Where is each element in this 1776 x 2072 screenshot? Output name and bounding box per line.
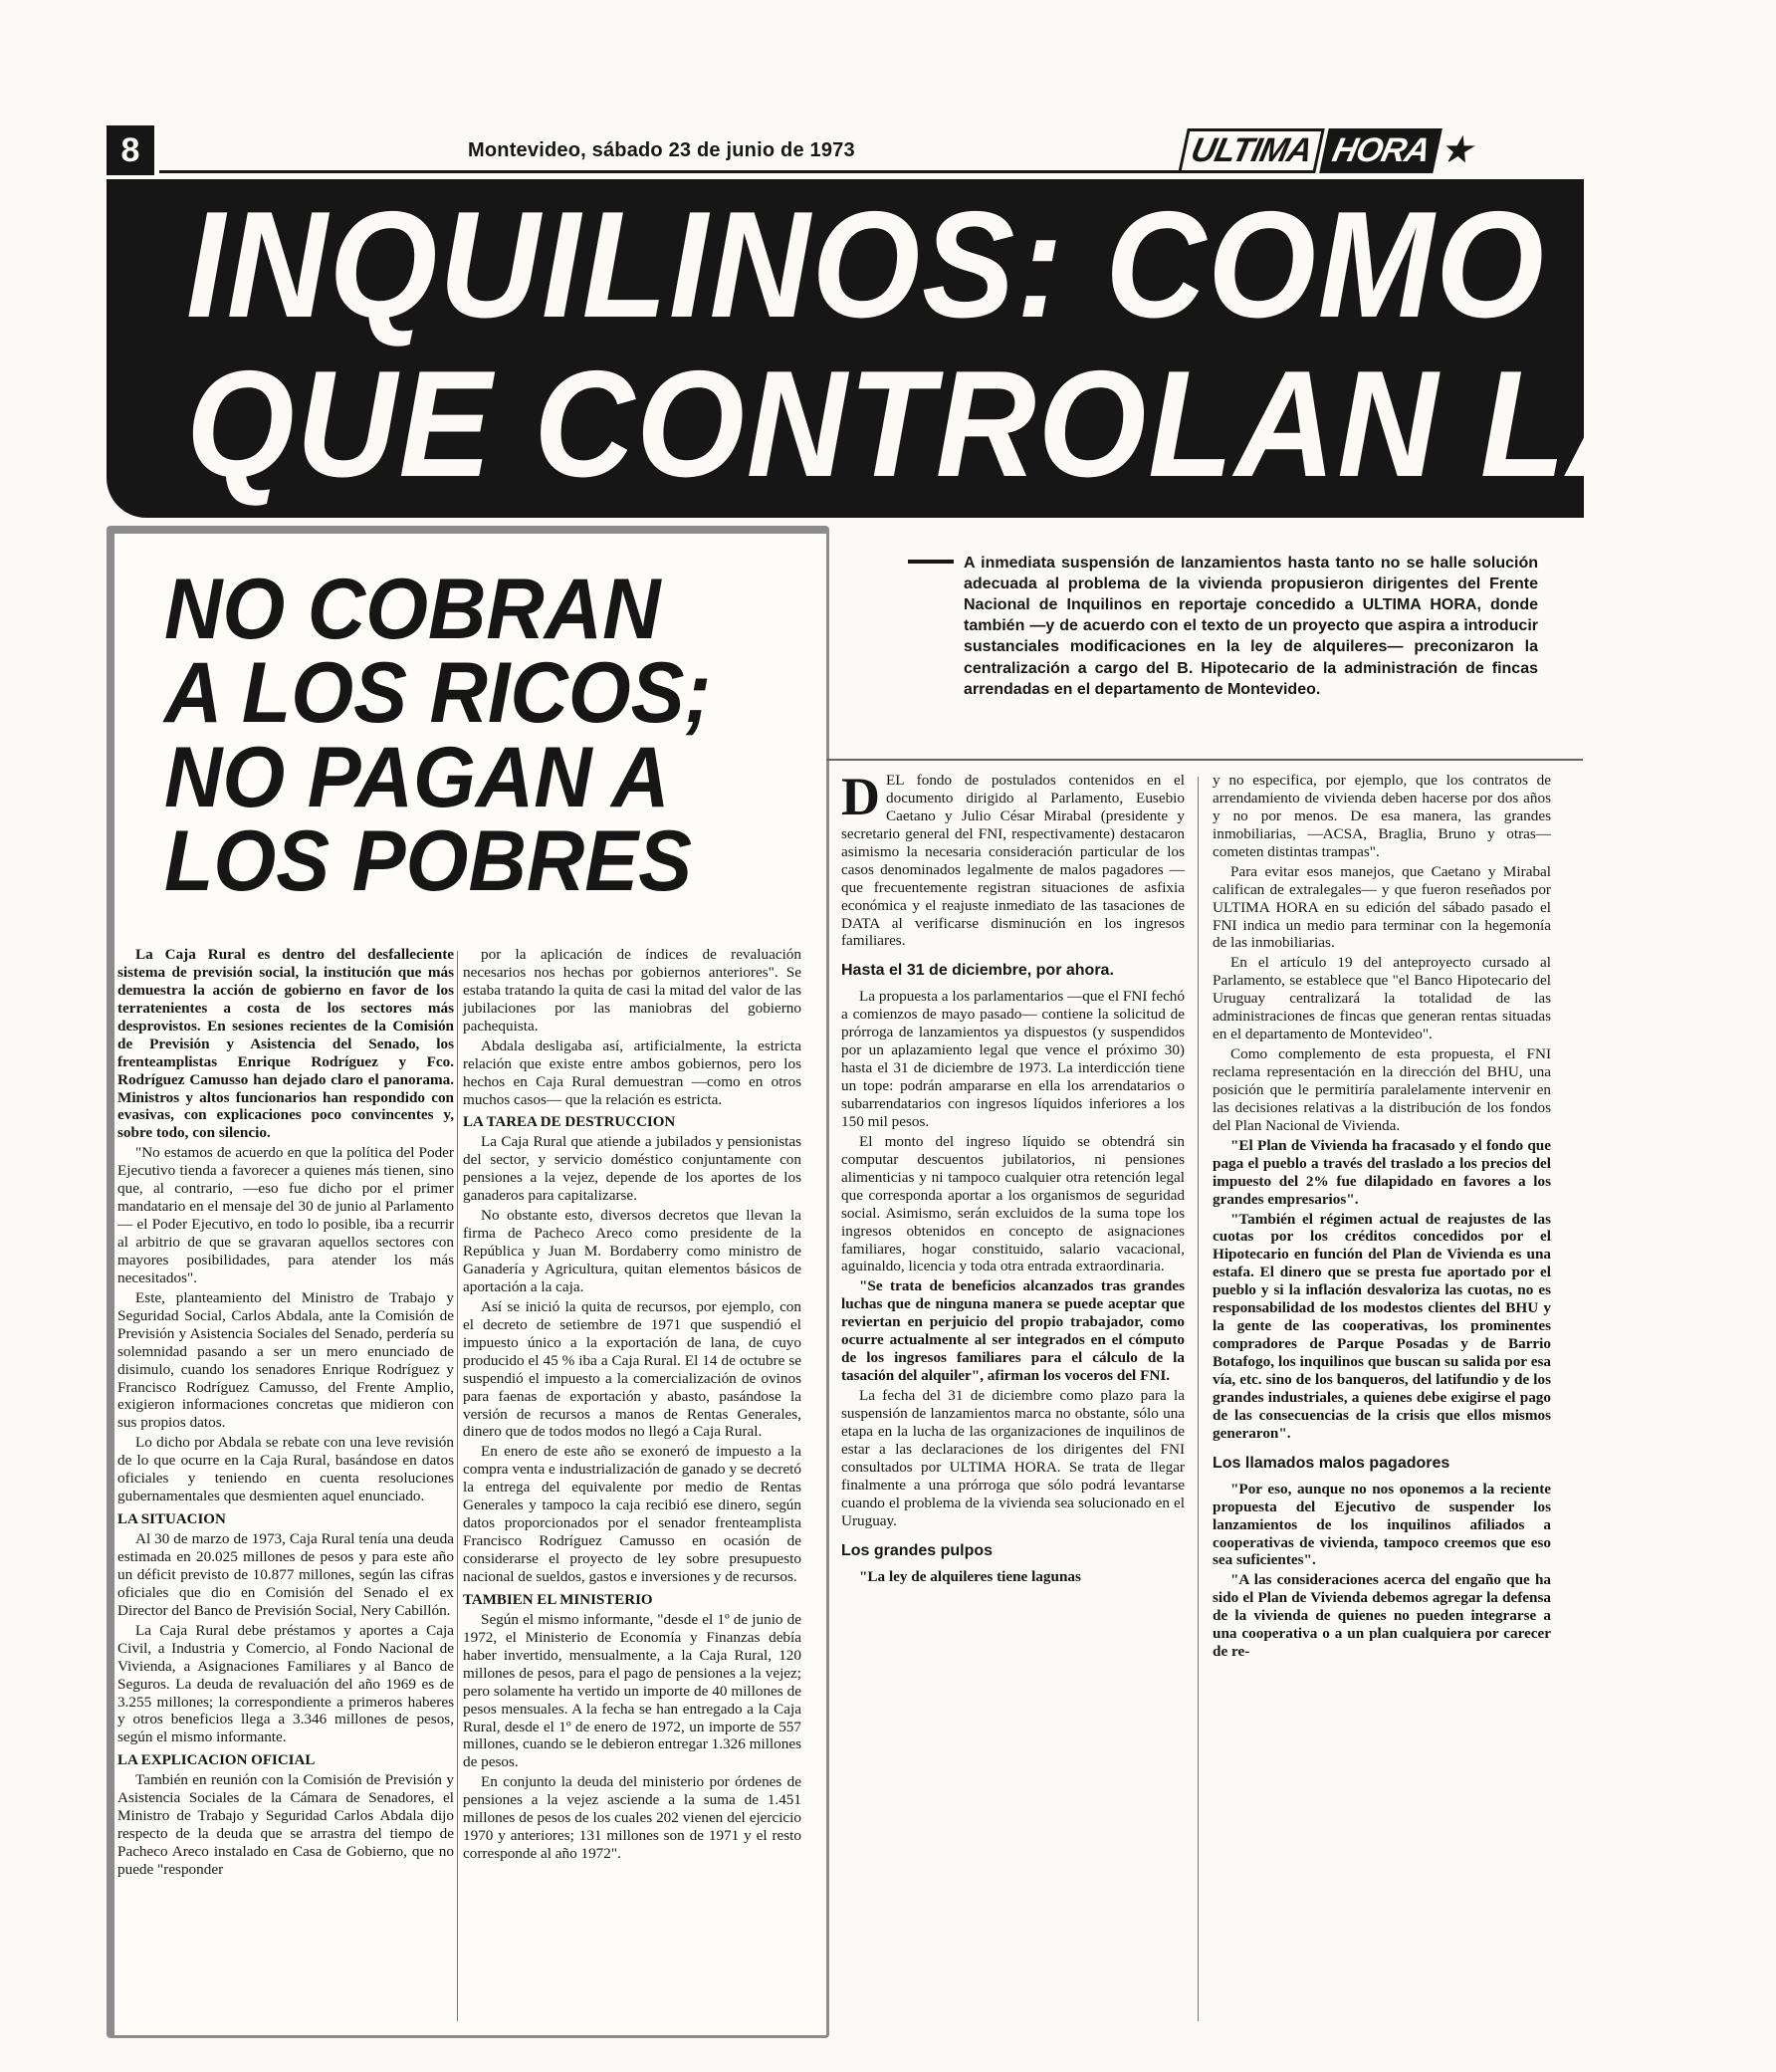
paragraph: "El Plan de Vivienda ha fracasado y el fondo que paga el pueblo a través del traslado a los precios del impuesto del 2% fue dilapidado en favores a los grandes empresarios". [1213,1136,1551,1208]
subheading: Hasta el 31 de diciembre, por ahora. [841,962,1114,980]
column-divider [457,951,458,2021]
sidebar-column-1 [117,946,454,1881]
paragraph: Al 30 de marzo de 1973, Caja Rural tenía una deuda estimada en 20.025 millones de pesos y para este año un déficit previsto de 10.877 millones, según las cifras oficiales que dio en Comisión del Senado el ex Director del Banco de Previsión Social, Nery Cabillón. [117,1530,454,1619]
dateline: Montevideo, sábado 23 de junio de 1973 [468,139,855,161]
paragraph: "Se trata de beneficios alcanzados tras grandes luchas que de ninguna manera se puede aceptar que reviertan en perjuicio del propio trabajador, como ocurre actualmente al ser integrados en el cómputo de los ingresos familiares para el cálculo de la tasación del alquiler", afirman los voceros del FNI. [841,1277,1185,1385]
paragraph: "Por eso, aunque no nos oponemos a la reciente propuesta del Ejecutivo de suspender los lanzamientos de los inquilinos afiliados a cooperativas de vivienda, tampoco creemos que eso sea suficientes". [1213,1480,1551,1569]
subheading: Los grandes pulpos [841,1541,994,1559]
drop-cap: D [841,767,880,826]
column-divider [1198,777,1199,2021]
logo-part-ultima: ULTIMA [1178,128,1324,173]
paragraph: "A las consideraciones acerca del engaño que ha sido el Plan de Vivienda debemos agregar la defensa de la vivienda de quienes no pueden integrarse a una cooperativa o a un plan cualquiera por carecer de re- [1213,1571,1551,1661]
subheading: Los llamados malos pagadores [1213,1454,1450,1472]
paragraph: La fecha del 31 de diciembre como plazo para la suspensión de lanzamientos marca no obstante, sólo una etapa en la lucha de las organizaciones de inquilinos de estar a las declaraciones de los dirigentes del FNI consultados por ULTIMA HORA. Se trata de llegar finalmente a una prórroga que sólo podrá levantarse cuando el problema de la vivienda sea solucionado en el Uruguay. [841,1387,1185,1529]
banner-line-2: QUE CONTROLAN LAS [186,340,1765,509]
paragraph: La Caja Rural es dentro del desfalleciente sistema de previsión social, la institución que más demuestra la acción de gobierno en favor de los terratenientes a costa de los sectores más desprovistos. En sesiones recientes de la Comisión de Previsión y Asistencia del Senado, los frenteamplistas Enrique Rodríguez y Fco. Rodríguez Camusso han dejado claro el panorama. Ministros y altos funcionarios han respondido con evasivas, con explicaciones poco convincentes y, sobre todo, con silencio. [117,946,454,1142]
paragraph: El monto del ingreso líquido se obtendrá sin computar descuentos jubilatorios, ni pensiones alimenticias y ni tampoco cualquier otra retención legal que corresponda aportar a los organismos de seguridad social. Asimismo, serán excluidos de la suma tope los ingresos obtenidos en concepto de asignaciones familiares, hogar constituido, salario vacacional, aguinaldo, licencia y toda otra entrada extraordinaria. [841,1132,1185,1275]
lead-paragraph: A inmediata suspensión de lanzamientos hasta tanto no se halle solución adecuada al problema de la vivienda propusieron dirigentes del Frente Nacional de Inquilinos en reportaje concedido a ULTIMA HORA, donde también —y de acuerdo con el texto de un proyecto que aspira a introducir sustanciales modificaciones en la ley de alquileres— preconizaron la centralización a cargo del B. Hipotecario de la administración de fincas arrendadas en el departamento de Montevideo. [964,555,1538,698]
paragraph: Para evitar esos manejos, que Caetano y Mirabal califican de extralegales— y que fueron reseñados por ULTIMA HORA en su edición del sábado pasado el FNI indica un medio para terminar con la hegemonía de las inmobiliarias. [1213,862,1551,952]
paragraph: Así se inició la quita de recursos, por ejemplo, con el decreto de setiembre de 1971 que suspendió el impuesto único a la exportación de lana, de cuyo producido el 45 % iba a Caja Rural. El 14 de octubre se suspendió el impuesto a la comercialización de ovinos para faenas de exportación y abasto, pasándose la versión de recursos a manos de Rentas Generales, dinero que de todos modos no llegó a Caja Rural. [463,1297,801,1441]
section-heading: TAMBIEN EL MINISTERIO [463,1591,653,1608]
headline-banner [107,179,1776,518]
paragraph: También en reunión con la Comisión de Previsión y Asistencia Sociales de la Cámara de Senadores, el Ministro de Trabajo y Seguridad Carlos Abdala dijo respecto de la deuda que se arrastra del tiempo de Pacheco Areco instalado en Casa de Gobierno, que no puede "responder [117,1771,454,1878]
headline-line: NO COBRAN [164,562,661,657]
lead-marker [908,560,954,564]
paragraph: Abdala desligaba así, artificialmente, la estricta relación que existe entre ambos gobiernos, pero los hechos en Caja Rural demuestran —como en otros muchos casos— que la relación es estricta. [463,1036,801,1108]
paragraph: "No estamos de acuerdo en que la política del Poder Ejecutivo tienda a favorecer a quienes más tienen, sino que, al contrario, —eso fue dicho por el primer mandatario en el mensaje del 30 de junio al Parlamento— el Poder Ejecutivo, en todo lo posible, iba a recurrir al arbitrio de que se gravaran aquellos sectores con mayores posibilidades, para atender los más necesitados". [117,1144,454,1286]
main-column-1 [841,767,1185,1587]
headline-line: A LOS RICOS; [164,645,712,742]
section-heading: LA TAREA DE DESTRUCCION [463,1114,676,1131]
sidebar-column-2 [463,946,801,1865]
paragraph: En enero de este año se exoneró de impuesto a la compra venta e industrialización de ganado y se decretó la entrega del equivalente por medio de Rentas Generales y tampoco la caja recibió ese dinero, según datos proporcionados por el senador frenteamplista Francisco Rodríguez Camusso en ocasión de considerarse el proyecto de ley sobre presupuesto nacional de sueldos, gastos e inversiones y de recursos. [463,1443,801,1585]
sidebar-article-headline [164,562,764,909]
lead-rule [826,759,1583,761]
star-icon: ★ [1442,131,1471,169]
paragraph: Como complemento de esta propuesta, el FNI reclama representación en la dirección del BHU, una posición que le permitiría paralelamente intervenir en las decisiones relativas a la distribución de los fondos del Plan Nacional de Vivienda. [1213,1045,1551,1134]
paragraph: En conjunto la deuda del ministerio por órdenes de pensiones a la vejez asciende a la suma de 1.451 millones de pesos de los cuales 202 vienen del ejercicio 1970 y anteriores; 131 millones son de 1971 y el resto corresponde al año 1972". [463,1773,801,1863]
headline-line: NO PAGAN A [164,729,670,825]
paragraph: La propuesta a los parlamentarios —que el FNI fechó a comienzos de mayo pasado— contiene la solicitud de prórroga de lanzamientos ya dispuestos (y suspendidos por un aplazamiento legal que vence el próximo 30) hasta el 31 de diciembre de 1973. La interdicción tiene un tope: podrán ampararse en ella los arrendatarios o subarrendatarios con ingresos líquidos inferiores a los 150 mil pesos. [841,988,1185,1130]
paragraph: La Caja Rural que atiende a jubilados y pensionistas del sector, y servicio doméstico conjuntamente con pensiones a la vejez, depende de los aportes de los ganaderos para capitalizarse. [463,1133,801,1205]
paragraph [841,767,1185,950]
section-heading: LA EXPLICACION OFICIAL [117,1752,316,1769]
headline-line: LOS POBRES [164,812,693,909]
page-number: 8 [107,125,154,175]
paragraph: En el artículo 19 del anteproyecto cursado al Parlamento, se establece que "el Banco Hipotecario del Uruguay centralizará la totalidad de las administraciones de fincas que generan rentas situadas en el departamento de Montevideo". [1213,954,1551,1043]
newspaper-logo [1183,129,1470,171]
paragraph: No obstante esto, diversos decretos que llevan la firma de Pacheco Areco como presidente de la República y Juan M. Bordaberry como ministro de Ganadería y Agricultura, quitan elementos básicos de aportación a la caja. [463,1207,801,1295]
section-heading: LA SITUACION [117,1511,226,1528]
paragraph: Este, planteamiento del Ministro de Trabajo y Seguridad Social, Carlos Abdala, ante la Comisión de Previsión y Asistencia Sociales del Senado, perdería su solemnidad pasando a ser un mero enunciado de disimulo, cuando los senadores Enrique Rodríguez y Francisco Rodríguez Camusso, del Frente Amplio, exigieron informaciones concretas que midieron con sus propios datos. [117,1288,454,1432]
paragraph: "La ley de alquileres tiene lagunas [859,1567,1081,1585]
paragraph: y no especifica, por ejemplo, que los contratos de arrendamiento de vivienda deben hacerse por dos años y no por menos. De esa manera, las grandes inmobiliarias, —ACSA, Braglia, Bruno y otras— cometen distintas trampas". [1213,772,1551,860]
paragraph: por la aplicación de índices de revaluación necesarios nos hechas por gobiernos anteriores". Se estaba tratando la quita de casi la mitad del valor de las jubilaciones por las maniobras del gobierno pachequista. [463,946,801,1035]
paragraph: "También el régimen actual de reajustes de las cuotas por los créditos concedidos por el Hipotecario en función del Plan de Vivienda es una estafa. El dinero que se presta fue aportado por el pueblo y si la inflación desvaloriza las cuotas, no es responsabilidad de los modestos clientes del BHU y la gente de las cooperativas, los prominentes compradores de Parque Posadas y de Barrio Botafogo, los inquilinos que buscan su salida por esa vía, etc. sino de los banqueros, del latifundio y de los grandes industriales, a quienes debe exigirse el pago de las consecuencias de la crisis que ellos mismos generaron". [1213,1210,1551,1442]
logo-part-hora: HORA [1319,128,1443,173]
paragraph: Lo dicho por Abdala se rebate con una leve revisión de lo que ocurre en la Caja Rural, basándose en datos oficiales y teniendo en cuenta resoluciones gubernamentales que desmienten aquel enunciado. [117,1434,454,1505]
banner-line-1: INQUILINOS: COMO SE [186,180,1776,349]
main-column-2 [1213,772,1551,1663]
header-rule [159,170,1187,173]
paragraph: Según el mismo informante, "desde el 1º de junio de 1972, el Ministerio de Economía y Finanzas debía haber invertido, mensualmente, a la Caja Rural, 120 millones de pesos, para el pago de pensiones a la vejez; pero solamente ha vertido un importe de 40 millones de pesos mensuales. A la fecha se han entregado a la Caja Rural, desde el 1º de enero de 1972, un importe de 557 millones, cuando se le debieron entregar 1.326 millones de pesos. [463,1610,801,1771]
paragraph: La Caja Rural debe préstamos y aportes a Caja Civil, a Industria y Comercio, al Fondo Nacional de Vivienda, a Asignaciones Familiares y al Banco de Seguros. La deuda de revaluación del año 1969 es de 3.255 millones; la correspondiente a primeros haberes y otros beneficios llega a 3.346 millones de pesos, según el mismo informante. [117,1621,454,1746]
paragraph-text: EL fondo de postulados contenidos en el documento dirigido al Parlamento, Eusebio Caetano y Julio César Mirabal (presidente y secretario general del FNI, respectivamente) destacaron asimismo la necesaria consideración particular de los casos denominados legalmente de malos pagadores —que frecuentemente registran situaciones de asfixia económica y el reajuste inmediato de las tasaciones de DATA al verificarse disminución en los ingresos familiares. [841,772,1185,950]
